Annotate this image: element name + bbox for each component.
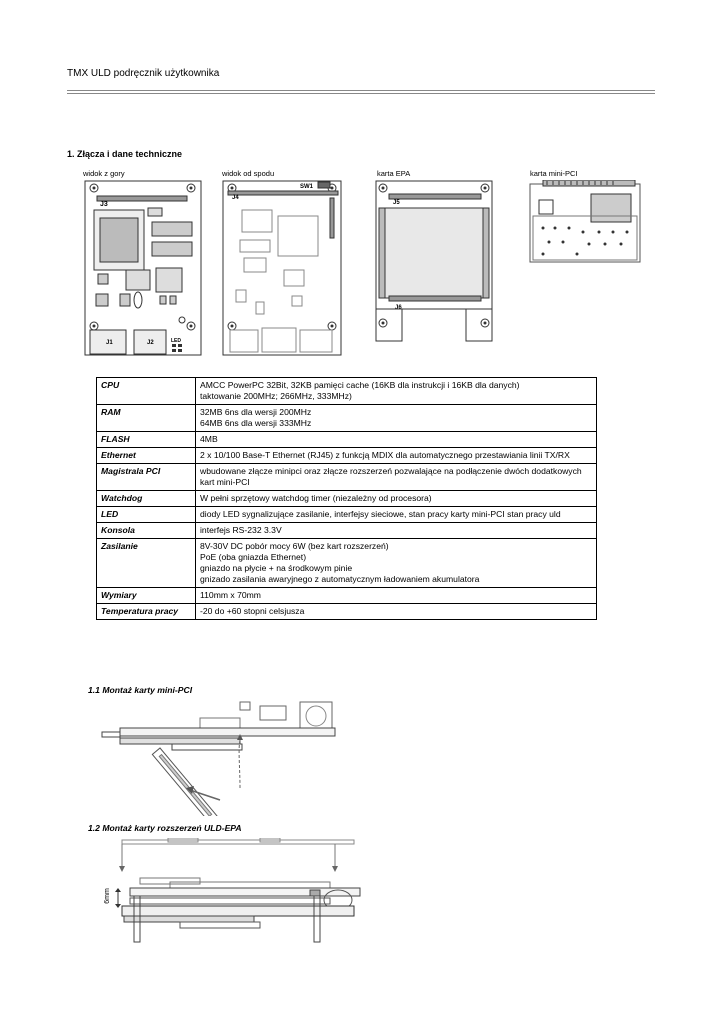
spec-row — [97, 523, 597, 539]
spec-row — [97, 491, 597, 507]
figure-label-top-view: widok z gory — [83, 169, 125, 178]
connector-label-j2: J2 — [147, 340, 154, 346]
spec-value: diody LED sygnalizujące zasilanie, interfejsy sieciowe, stan pracy karty mini-PCI stan pracy uld — [196, 507, 597, 523]
connector-label-j1: J1 — [106, 340, 113, 346]
spec-value: wbudowane złącze minipci oraz złącze rozszerzeń pozwalające na podłączenie dwóch dodatkowych kart mini-PCI — [196, 464, 597, 491]
spec-key: CPU — [97, 378, 196, 405]
subsection-title-minipci: 1.1 Montaż karty mini-PCI — [88, 685, 193, 695]
epa-mounting-diagram — [100, 838, 362, 950]
minipci-mounting-diagram — [100, 700, 350, 816]
subsection-title-epa: 1.2 Montaż karty rozszerzeń ULD-EPA — [88, 823, 242, 833]
spec-table — [96, 377, 597, 620]
spec-row — [97, 507, 597, 523]
connector-label-j5: J5 — [393, 200, 400, 206]
figure-label-bottom-view: widok od spodu — [222, 169, 275, 178]
board-top-view-drawing — [84, 180, 202, 356]
spec-row — [97, 604, 597, 620]
switch-label-sw1: SW1 — [300, 184, 314, 190]
header-rule-bottom — [67, 93, 655, 94]
spec-key: Watchdog — [97, 491, 196, 507]
dimension-label-6mm: 6mm — [104, 888, 111, 904]
spec-key: RAM — [97, 405, 196, 432]
spec-value: 8V-30V DC pobór mocy 6W (bez kart rozszerzeń) PoE (oba gniazda Ethernet) gniazdo na płycie + na środkowym pinie gnizado zasilania awaryjnego z automatycznym ładowaniem akumulatora — [196, 539, 597, 588]
spec-key: Ethernet — [97, 448, 196, 464]
spec-value: 32MB 6ns dla wersji 200MHz 64MB 6ns dla wersji 333MHz — [196, 405, 597, 432]
minipci-card-drawing — [529, 180, 641, 264]
spec-key: Konsola — [97, 523, 196, 539]
spec-row — [97, 405, 597, 432]
header-rule-top — [67, 90, 655, 91]
spec-row — [97, 432, 597, 448]
figure-label-epa-card: karta EPA — [377, 169, 411, 178]
spec-value: -20 do +60 stopni celsjusza — [196, 604, 597, 620]
spec-value: 2 x 10/100 Base-T Ethernet (RJ45) z funkcją MDIX dla automatycznego przestawiania linii TX/RX — [196, 448, 597, 464]
spec-key: LED — [97, 507, 196, 523]
spec-key: Wymiary — [97, 588, 196, 604]
epa-card-drawing — [373, 180, 495, 342]
spec-value: 110mm x 70mm — [196, 588, 597, 604]
page-header: TMX ULD podręcznik użytkownika — [67, 68, 220, 79]
spec-row — [97, 448, 597, 464]
spec-value: interfejs RS-232 3.3V — [196, 523, 597, 539]
section-title: 1. Złącza i dane techniczne — [67, 149, 183, 159]
spec-value: W pełni sprzętowy watchdog timer (niezależny od procesora) — [196, 491, 597, 507]
spec-row — [97, 539, 597, 588]
connector-label-j6: J6 — [395, 305, 402, 311]
connector-label-j3: J3 — [100, 201, 108, 208]
connector-label-led: LED — [171, 338, 181, 344]
spec-key: Temperatura pracy — [97, 604, 196, 620]
board-bottom-view-drawing — [222, 180, 344, 356]
spec-row — [97, 464, 597, 491]
spec-value: AMCC PowerPC 32Bit, 32KB pamięci cache (16KB dla instrukcji i 16KB dla danych) taktowanie 200MHz; 266MHz, 333MHz) — [196, 378, 597, 405]
connector-label-j4: J4 — [232, 195, 239, 201]
spec-key: FLASH — [97, 432, 196, 448]
spec-value: 4MB — [196, 432, 597, 448]
spec-row — [97, 588, 597, 604]
figure-label-minipci-card: karta mini-PCI — [530, 169, 578, 178]
spec-key: Magistrala PCI — [97, 464, 196, 491]
spec-key: Zasilanie — [97, 539, 196, 588]
spec-row — [97, 378, 597, 405]
